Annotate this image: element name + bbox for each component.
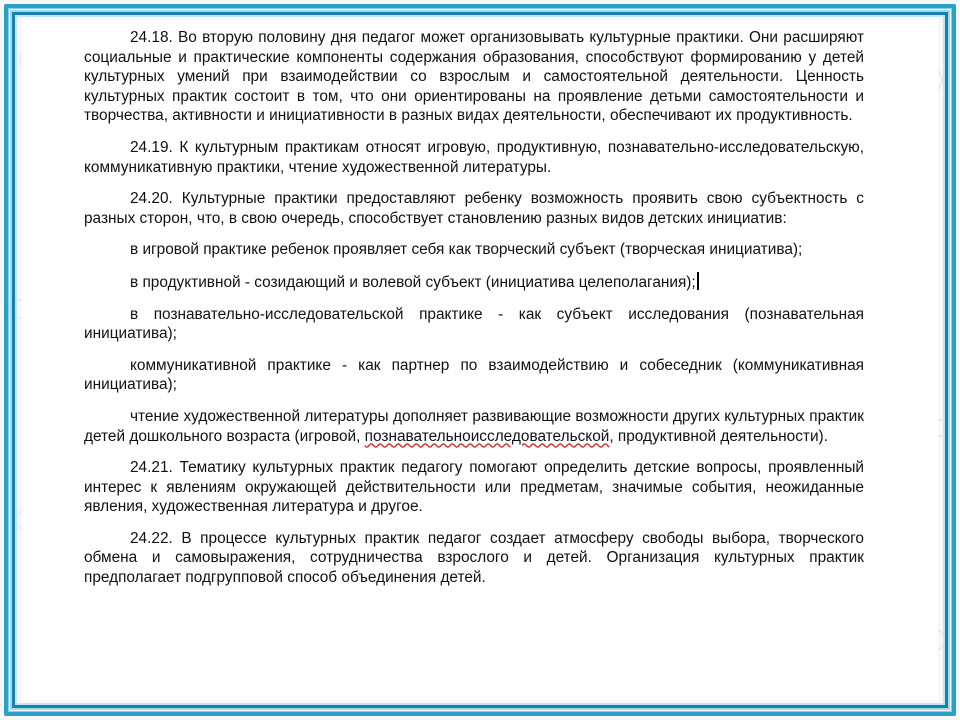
text-cursor xyxy=(697,272,699,290)
paragraph-cognitive-practice: в познавательно-исследовательской практике - как субъект исследования (познавательная инициатива); xyxy=(84,305,864,343)
paragraph-play-practice: в игровой практике ребенок проявляет себя как творческий субъект (творческая инициатива); xyxy=(130,241,803,259)
document-body[interactable] xyxy=(84,28,864,600)
paragraph-communicative-practice: коммуникативной практике - как партнер по взаимодействию и собеседник (коммуникативная инициатива); xyxy=(84,356,864,394)
paragraph-productive-practice xyxy=(84,272,864,293)
paragraph-24-18: 24.18. Во вторую половину дня педагог может организовывать культурные практики. Они расширяют социальные и практические компоненты содержания образования, способствуют формированию у детей культурных умений при взаимодействии со взрослым и самостоятельной деятельности. Ценность культурных практик состоит в том, что они ориентированы на проявление детьми самостоятельности и творчества, активности и инициативности в разных видах деятельности, обеспечивают их продуктивность. xyxy=(84,29,864,125)
productive-text: в продуктивной - созидающий и волевой субъект (инициатива целеполагания); xyxy=(130,273,696,291)
misspelled-word[interactable]: познавательноисследовательской xyxy=(364,427,610,445)
paragraph-24-22: 24.22. В процессе культурных практик педагог создает атмосферу свободы выбора, творческого обмена и самовыражения, сотрудничества взрослого и детей. Организация культурных практик предполагает подгрупповой способ объединения детей. xyxy=(84,529,864,587)
paragraph-24-21: 24.21. Тематику культурных практик педагогу помогают определить детские вопросы, проявленный интерес к явлениям окружающей действительности или предметам, значимые события, неожиданные явления, художественная литература и другое. xyxy=(84,459,864,516)
paragraph-24-20: 24.20. Культурные практики предоставляют ребенку возможность проявить свою субъектность с разных сторон, что, в свою очередь, способствует становлению разных видов детских инициатив: xyxy=(84,190,864,227)
paragraph-24-19: 24.19. К культурным практикам относят игровую, продуктивную, познавательно-исследовательскую, коммуникативную практики, чтение художественной литературы. xyxy=(84,138,864,176)
reading-text-start: чтение художественной литературы дополняет развивающие возможности других культурных практик детей дошкольного возраста (игровой, xyxy=(84,407,864,445)
reading-text-end: , продуктивной деятельности). xyxy=(609,427,828,445)
paragraph-reading-practice xyxy=(84,407,864,446)
document-page[interactable] xyxy=(22,20,938,700)
